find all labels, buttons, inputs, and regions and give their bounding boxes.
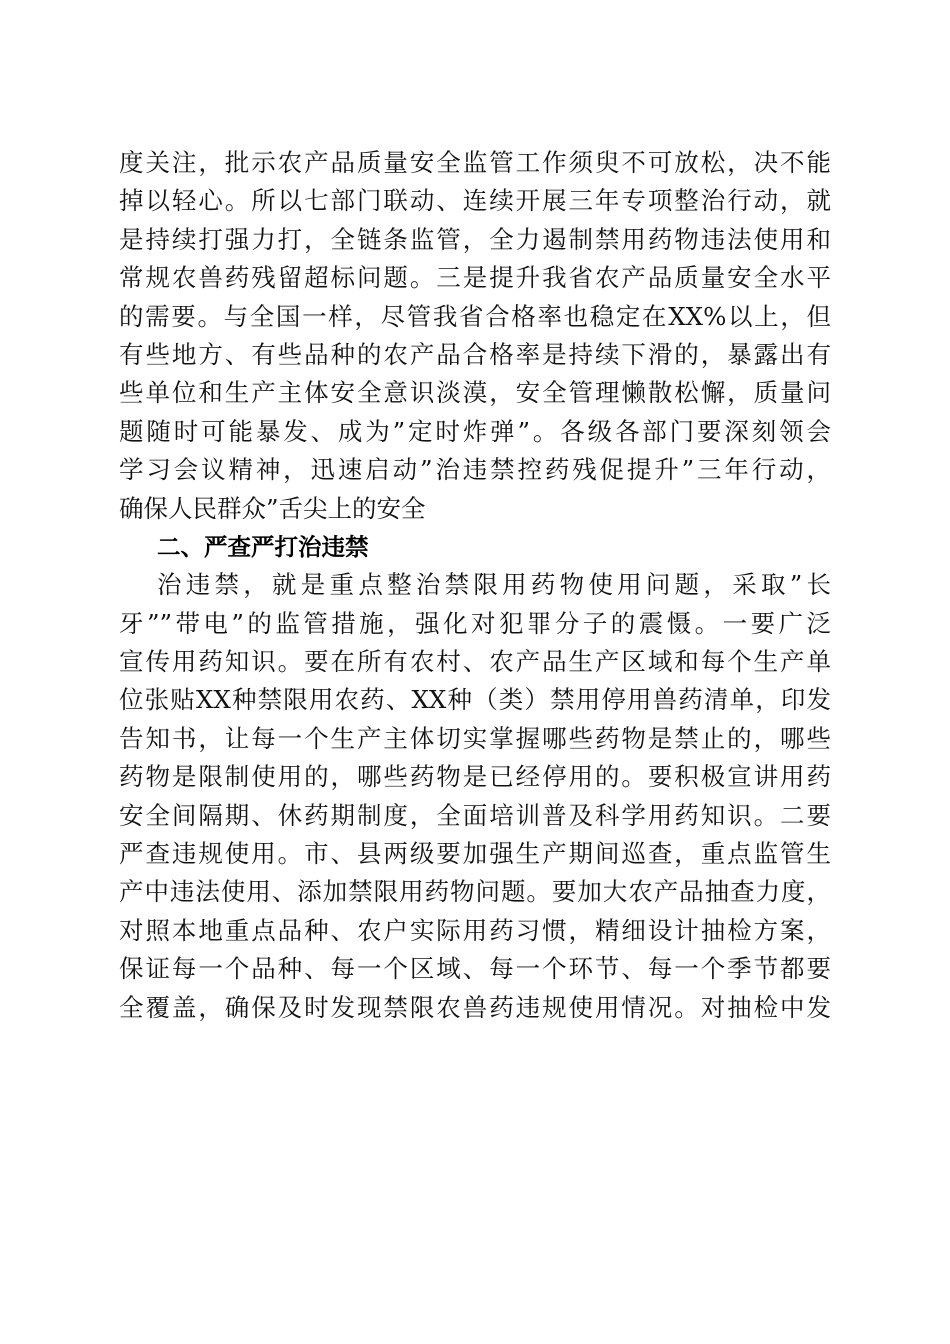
paragraph-line: 产中违法使用、添加禁限用药物问题。要加大农产品抽查力度，: [119, 877, 831, 907]
paragraph-line: 告知书，让每一个生产主体切实掌握哪些药物是禁止的，哪些: [119, 723, 831, 753]
paragraph-line: 安全间隔期、休药期制度，全面培训普及科学用药知识。二要: [119, 800, 831, 830]
paragraph-line: 有些地方、有些品种的农产品合格率是持续下滑的，暴露出有: [119, 339, 831, 369]
paragraph-line: 题随时可能暴发、成为”定时炸弹”。各级各部门要深刻领会: [119, 416, 831, 446]
paragraph-line: 是持续打强力打，全链条监管，全力遏制禁用药物违法使用和: [119, 224, 831, 254]
paragraph-line: 掉以轻心。所以七部门联动、连续开展三年专项整治行动，就: [119, 186, 831, 216]
paragraph-line: 药物是限制使用的，哪些药物是已经停用的。要积极宣讲用药: [119, 762, 831, 792]
paragraph-line: 位张贴XX种禁限用农药、XX种（类）禁用停用兽药清单，印发: [119, 685, 831, 715]
paragraph-line: 度关注，批示农产品质量安全监管工作须臾不可放松，决不能: [119, 148, 831, 177]
paragraph-line: 常规农兽药残留超标问题。三是提升我省农产品质量安全水平: [119, 263, 831, 293]
paragraph-line: 的需要。与全国一样，尽管我省合格率也稳定在XX%以上，但: [119, 301, 831, 331]
paragraph-line: 治违禁，就是重点整治禁限用药物使用问题，采取”长: [157, 570, 831, 600]
paragraph-line: 宣传用药知识。要在所有农村、农产品生产区域和每个生产单: [119, 647, 831, 677]
section-heading: 二、严查严打治违禁: [157, 532, 369, 561]
paragraph-line: 严查违规使用。市、县两级要加强生产期间巡查，重点监管生: [119, 839, 831, 869]
paragraph-line: 保证每一个品种、每一个区域、每一个环节、每一个季节都要: [119, 954, 831, 984]
paragraph-line: 对照本地重点品种、农户实际用药习惯，精细设计抽检方案，: [119, 915, 831, 945]
paragraph-line: 确保人民群众”舌尖上的安全: [119, 493, 426, 523]
paragraph-line: 全覆盖，确保及时发现禁限农兽药违规使用情况。对抽检中发: [119, 992, 831, 1022]
document-body: [119, 144, 831, 1027]
paragraph-line: 学习会议精神，迅速启动”治违禁控药残促提升”三年行动，: [119, 455, 831, 485]
paragraph-line: 些单位和生产主体安全意识淡漠，安全管理懒散松懈，质量问: [119, 378, 831, 408]
paragraph-line: 牙””带电”的监管措施，强化对犯罪分子的震慑。一要广泛: [119, 608, 831, 638]
